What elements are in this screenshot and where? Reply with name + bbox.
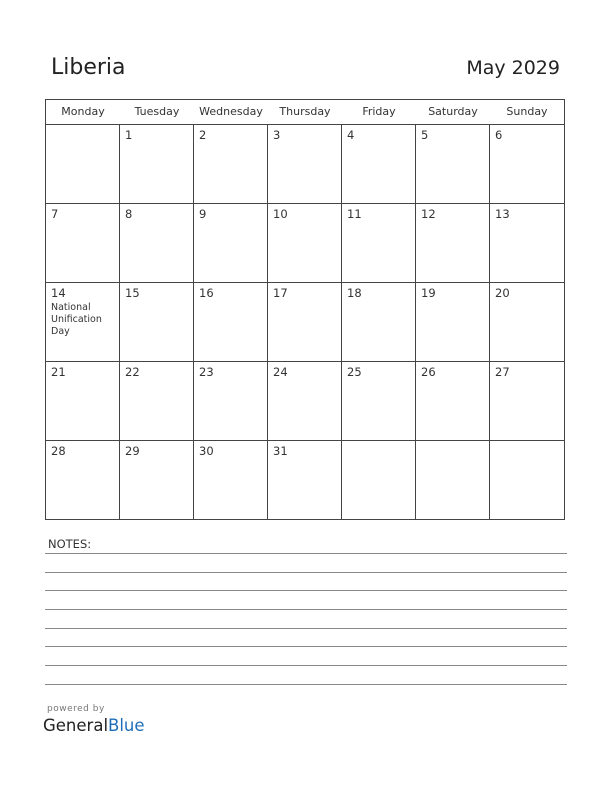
day-cell xyxy=(120,441,194,519)
day-number: 16 xyxy=(199,286,214,300)
weekday-sunday: Sunday xyxy=(506,105,548,118)
day-number: 26 xyxy=(421,365,436,379)
week-row xyxy=(46,362,564,441)
day-cell xyxy=(268,362,342,440)
day-cell xyxy=(194,125,268,203)
day-cell xyxy=(194,441,268,519)
note-line xyxy=(45,665,567,666)
day-cell xyxy=(342,441,416,519)
day-number: 18 xyxy=(347,286,362,300)
day-number: 3 xyxy=(273,128,281,142)
day-number: 1 xyxy=(125,128,133,142)
weekday-tuesday: Tuesday xyxy=(134,105,180,118)
day-number: 9 xyxy=(199,207,207,221)
weekday-wednesday: Wednesday xyxy=(199,105,263,118)
day-cell xyxy=(416,441,490,519)
day-cell xyxy=(490,362,564,440)
day-number: 13 xyxy=(495,207,510,221)
day-cell xyxy=(490,283,564,361)
day-cell xyxy=(342,204,416,282)
day-number: 21 xyxy=(51,365,66,379)
day-number: 19 xyxy=(421,286,436,300)
day-number: 14 xyxy=(51,286,66,300)
day-number: 5 xyxy=(421,128,429,142)
note-line xyxy=(45,646,567,647)
day-cell xyxy=(268,204,342,282)
weekday-monday: Monday xyxy=(61,105,105,118)
day-number: 17 xyxy=(273,286,288,300)
day-cell xyxy=(46,125,120,203)
powered-by-text: powered by xyxy=(47,704,105,714)
day-cell xyxy=(194,362,268,440)
day-number: 8 xyxy=(125,207,133,221)
week-row xyxy=(46,204,564,283)
day-cell xyxy=(194,283,268,361)
day-cell xyxy=(342,362,416,440)
day-number: 6 xyxy=(495,128,503,142)
day-cell xyxy=(120,204,194,282)
brand-blue: Blue xyxy=(108,716,145,735)
day-cell xyxy=(490,125,564,203)
day-number: 29 xyxy=(125,444,140,458)
day-cell xyxy=(46,204,120,282)
week-row xyxy=(46,125,564,204)
day-cell xyxy=(416,362,490,440)
country-title: Liberia xyxy=(51,55,126,80)
day-number: 2 xyxy=(199,128,207,142)
day-cell xyxy=(416,283,490,361)
day-cell xyxy=(194,204,268,282)
calendar-grid xyxy=(45,99,565,520)
day-number: 22 xyxy=(125,365,140,379)
day-cell xyxy=(490,204,564,282)
weekday-header-row xyxy=(46,100,564,125)
note-line xyxy=(45,553,567,554)
day-number: 11 xyxy=(347,207,362,221)
day-number: 4 xyxy=(347,128,355,142)
note-line xyxy=(45,609,567,610)
day-cell xyxy=(490,441,564,519)
holiday-label: National Unification Day xyxy=(51,302,102,337)
weekday-thursday: Thursday xyxy=(279,105,331,118)
day-cell xyxy=(120,362,194,440)
day-cell xyxy=(268,125,342,203)
day-cell xyxy=(342,125,416,203)
day-cell xyxy=(268,441,342,519)
notes-label: NOTES: xyxy=(48,537,92,551)
day-cell xyxy=(46,362,120,440)
brand-general: General xyxy=(43,716,109,735)
day-number: 15 xyxy=(125,286,140,300)
day-number: 27 xyxy=(495,365,510,379)
week-row xyxy=(46,441,564,519)
day-cell xyxy=(268,283,342,361)
day-cell xyxy=(120,125,194,203)
day-cell xyxy=(416,204,490,282)
note-line xyxy=(45,628,567,629)
day-number: 30 xyxy=(199,444,214,458)
note-line xyxy=(45,572,567,573)
day-number: 7 xyxy=(51,207,59,221)
day-cell xyxy=(46,441,120,519)
weekday-friday: Friday xyxy=(362,105,396,118)
note-line xyxy=(45,590,567,591)
day-number: 31 xyxy=(273,444,288,458)
day-number: 24 xyxy=(273,365,288,379)
day-number: 28 xyxy=(51,444,66,458)
day-cell xyxy=(342,283,416,361)
day-cell xyxy=(120,283,194,361)
brand-logo xyxy=(43,716,145,735)
day-number: 23 xyxy=(199,365,214,379)
day-number: 20 xyxy=(495,286,510,300)
note-line xyxy=(45,684,567,685)
day-cell xyxy=(416,125,490,203)
day-number: 10 xyxy=(273,207,288,221)
day-number: 25 xyxy=(347,365,362,379)
day-number: 12 xyxy=(421,207,436,221)
weekday-saturday: Saturday xyxy=(428,105,478,118)
week-row xyxy=(46,283,564,362)
month-year-title: May 2029 xyxy=(466,57,560,79)
day-cell xyxy=(46,283,120,361)
